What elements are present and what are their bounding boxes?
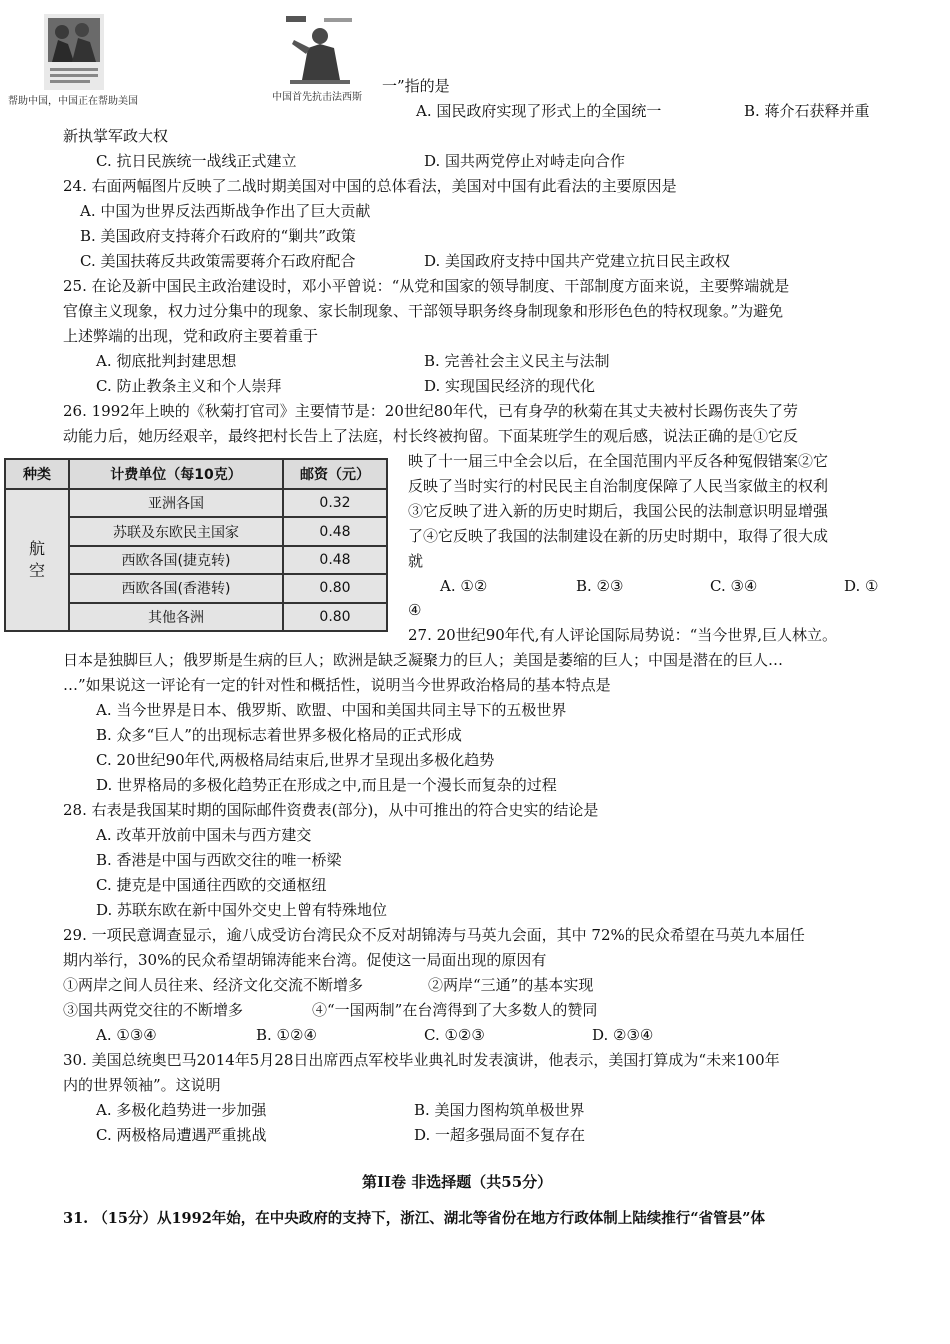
q24-option-d: D. 美国政府支持中国共产党建立抗日民主政权 (424, 252, 731, 270)
q26-option-a: A. ①② (440, 577, 488, 595)
q27-option-d: D. 世界格局的多极化趋势正在形成之中,而且是一个漫长而复杂的过程 (96, 776, 557, 794)
q24-stem: 24. 右面两幅图片反映了二战时期美国对中国的总体看法，美国对中国有此看法的主要原因是 (63, 177, 677, 195)
section-title: 第II卷 非选择题（共55分） (362, 1173, 553, 1191)
q26-option-c: C. ③④ (710, 577, 758, 595)
q26-stem-line-4: 反映了当时实行的村民民主自治制度保障了人民当家做主的权利 (408, 477, 829, 495)
poster-china-first-to-fight (284, 10, 356, 86)
unit-cell: 苏联及东欧民主国家 (69, 517, 283, 545)
q27-option-a: A. 当今世界是日本、俄罗斯、欧盟、中国和美国共同主导下的五极世界 (96, 701, 567, 719)
q28-stem: 28. 右表是我国某时期的国际邮件资费表(部分)，从中可推出的符合史实的结论是 (63, 801, 599, 819)
q30-stem-line-1: 30. 美国总统奥巴马2014年5月28日出席西点军校毕业典礼时发表演讲，他表示，美国打算成为“未来100年 (63, 1051, 780, 1069)
poster-china-helping-us (44, 14, 104, 90)
header-unit: 计费单位（每10克） (69, 459, 283, 489)
q28-option-d: D. 苏联东欧在新中国外交史上曾有特殊地位 (96, 901, 388, 919)
q23-option-b: B. 蒋介石获释并重 (744, 102, 870, 120)
q29-statement-4: ④“一国两制”在台湾得到了大多数人的赞同 (312, 1001, 598, 1019)
q25-stem-line-1: 25. 在论及新中国民主政治建设时，邓小平曾说：“从党和国家的领导制度、干部制度方面来说，主要弊端就是 (63, 277, 790, 295)
q26-stem-line-1: 26. 1992年上映的《秋菊打官司》主要情节是：20世纪80年代，已有身孕的秋菊在其丈夫被村长踢伤丧失了劳 (63, 402, 798, 420)
category-cell (5, 489, 69, 631)
postage-fee-table (4, 458, 388, 632)
table-header-row (5, 459, 387, 489)
unit-cell: 亚洲各国 (69, 489, 283, 517)
q26-option-d-cont: ④ (408, 601, 422, 619)
q26-option-d: D. ① (844, 577, 879, 595)
q27-option-b: B. 众多“巨人”的出现标志着世界多极化格局的正式形成 (96, 726, 462, 744)
fee-cell: 0.32 (283, 489, 387, 517)
q29-statement-3: ③国共两党交往的不断增多 (63, 1001, 244, 1019)
category-label: 航空 (28, 539, 45, 580)
unit-cell: 其他各洲 (69, 603, 283, 631)
q30-stem-line-2: 内的世界领袖”。这说明 (63, 1076, 221, 1094)
q27-stem-line-1: 27. 20世纪90年代,有人评论国际局势说：“当今世界,巨人林立。 (408, 626, 838, 644)
q25-option-c: C. 防止教条主义和个人崇拜 (96, 377, 282, 395)
q30-option-c: C. 两极格局遭遇严重挑战 (96, 1126, 267, 1144)
fee-cell: 0.48 (283, 546, 387, 574)
q29-statement-1: ①两岸之间人员往来、经济文化交流不断增多 (63, 976, 364, 994)
q28-option-b: B. 香港是中国与西欧交往的唯一桥梁 (96, 851, 342, 869)
q30-option-b: B. 美国力图构筑单极世界 (414, 1101, 585, 1119)
q29-statement-2: ②两岸“三通”的基本实现 (428, 976, 594, 994)
q23-option-a: A. 国民政府实现了形式上的全国统一 (416, 102, 662, 120)
q29-stem-line-1: 29. 一项民意调查显示，逾八成受访台湾民众不反对胡锦涛与马英九会面，其中 72%的民众希望在马英九本届任 (63, 926, 805, 944)
header-fee: 邮资（元） (283, 459, 387, 489)
q29-option-c: C. ①②③ (424, 1026, 485, 1044)
q26-stem-line-7: 就 (408, 552, 424, 570)
q29-option-b: B. ①②④ (256, 1026, 317, 1044)
fee-cell: 0.80 (283, 603, 387, 631)
fee-cell: 0.80 (283, 574, 387, 602)
q24-option-a: A. 中国为世界反法西斯战争作出了巨大贡献 (80, 202, 371, 220)
unit-cell: 西欧各国(香港转) (69, 574, 283, 602)
q25-stem-line-3: 上述弊端的出现，党和政府主要着重于 (63, 327, 319, 345)
q27-stem-line-3: …”如果说这一评论有一定的针对性和概括性，说明当今世界政治格局的基本特点是 (63, 676, 611, 694)
unit-cell: 西欧各国(捷克转) (69, 546, 283, 574)
q23-option-d: D. 国共两党停止对峙走向合作 (424, 152, 626, 170)
q27-option-c: C. 20世纪90年代,两极格局结束后,世界才呈现出多极化趋势 (96, 751, 495, 769)
q26-option-b: B. ②③ (576, 577, 624, 595)
q24-option-c: C. 美国扶蒋反共政策需要蒋介石政府配合 (80, 252, 356, 270)
poster-caption-1: 帮助中国，中国正在帮助美国 (8, 96, 138, 107)
q23-option-c: C. 抗日民族统一战线正式建立 (96, 152, 297, 170)
q30-option-d: D. 一超多强局面不复存在 (414, 1126, 586, 1144)
q30-option-a: A. 多极化趋势进一步加强 (96, 1101, 267, 1119)
q29-option-d: D. ②③④ (592, 1026, 654, 1044)
q28-option-c: C. 捷克是中国通往西欧的交通枢纽 (96, 876, 327, 894)
q27-stem-line-2: 日本是独脚巨人；俄罗斯是生病的巨人；欧洲是缺乏凝聚力的巨人；美国是萎缩的巨人；中国是潜在的巨人… (63, 651, 784, 669)
q31-stem: 31. （15分）从1992年始，在中央政府的支持下，浙江、湖北等省份在地方行政体制上陆续推行“省管县”体 (63, 1210, 765, 1227)
q26-stem-line-3: 映了十一届三中全会以后，在全国范围内平反各种冤假错案②它 (408, 452, 829, 470)
q23-option-b-cont: 新执掌军政大权 (63, 127, 169, 145)
q25-option-b: B. 完善社会主义民主与法制 (424, 352, 610, 370)
q26-stem-line-5: ③它反映了进入新的历史时期后，我国公民的法制意识明显增强 (408, 502, 829, 520)
table-row (5, 489, 387, 517)
q28-option-a: A. 改革开放前中国未与西方建交 (96, 826, 312, 844)
q26-stem-line-2: 动能力后，她历经艰辛，最终把村长告上了法庭，村长终被拘留。下面某班学生的观后感，说法正确的是①它反 (63, 427, 799, 445)
q26-stem-line-6: 了④它反映了我国的法制建设在新的历史时期中，取得了很大成 (408, 527, 829, 545)
q25-option-d: D. 实现国民经济的现代化 (424, 377, 596, 395)
q24-option-b: B. 美国政府支持蒋介石政府的“剿共”政策 (80, 227, 356, 245)
q29-stem-line-2: 期内举行，30%的民众希望胡锦涛能来台湾。促使这一局面出现的原因有 (63, 951, 547, 969)
poster-caption-2: 中国首先抗击法西斯 (272, 92, 362, 103)
q25-option-a: A. 彻底批判封建思想 (96, 352, 237, 370)
fee-cell: 0.48 (283, 517, 387, 545)
header-category: 种类 (5, 459, 69, 489)
q29-option-a: A. ①③④ (96, 1026, 157, 1044)
q25-stem-line-2: 官僚主义现象，权力过分集中的现象、家长制现象、干部领导职务终身制现象和形形色色的特权现象。”为避免 (63, 302, 784, 320)
q23-stem-tail: 一”指的是 (382, 77, 450, 95)
